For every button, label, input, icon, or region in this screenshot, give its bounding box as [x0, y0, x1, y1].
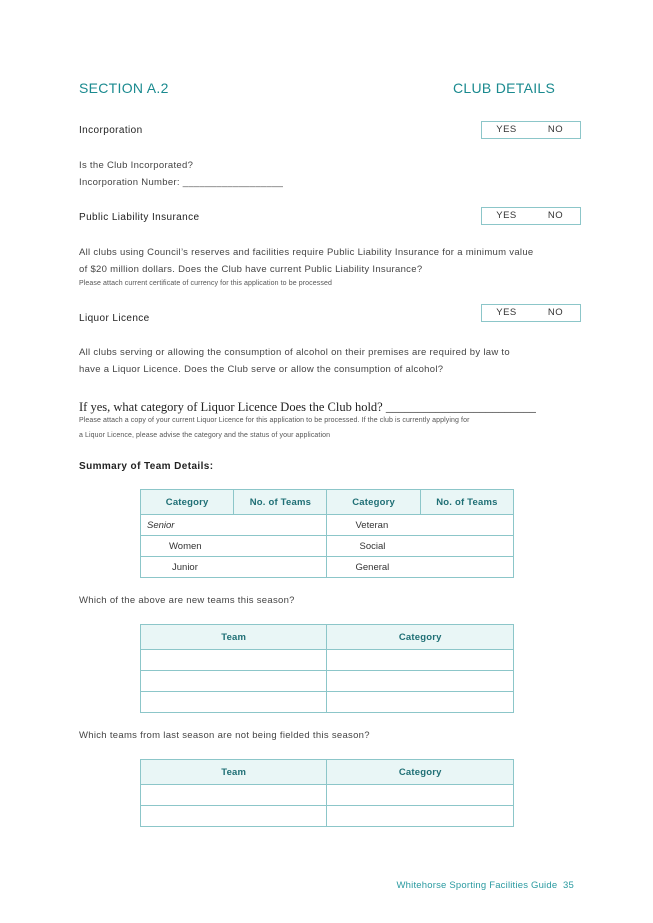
section-label: SECTION A.2	[79, 80, 169, 96]
incorporation-number-field[interactable]: Incorporation Number: __________________	[79, 177, 284, 188]
old-teams-question: Which teams from last season are not being fielded this season?	[79, 730, 370, 741]
category-cell[interactable]: General	[327, 557, 514, 578]
no-option[interactable]: NO	[547, 124, 564, 135]
category-cell[interactable]: Social	[327, 536, 514, 557]
yes-option[interactable]: YES	[496, 307, 517, 318]
category-cell[interactable]	[327, 692, 514, 713]
team-cell[interactable]	[141, 785, 327, 806]
category-cell[interactable]: Women	[141, 536, 327, 557]
summary-table	[140, 489, 514, 578]
table-row	[141, 515, 514, 536]
column-header: Category	[141, 490, 234, 515]
table-row	[141, 536, 514, 557]
category-cell[interactable]: Veteran	[327, 515, 514, 536]
category-cell[interactable]	[327, 671, 514, 692]
liquor-category-question[interactable]: If yes, what category of Liquor Licence Does the Club hold? ________________________	[79, 400, 536, 414]
footer-text: Whitehorse Sporting Facilities Guide	[396, 880, 558, 891]
column-header: Team	[141, 760, 327, 785]
new-teams-question: Which of the above are new teams this season?	[79, 595, 295, 606]
insurance-heading: Public Liability Insurance	[79, 212, 200, 223]
column-header: Category	[327, 490, 420, 515]
no-option[interactable]: NO	[547, 307, 564, 318]
page-title: CLUB DETAILS	[453, 80, 556, 96]
summary-heading: Summary of Team Details:	[79, 461, 214, 472]
liquor-yes-no[interactable]	[481, 304, 581, 322]
yes-option[interactable]: YES	[496, 124, 517, 135]
page-number: 35	[563, 880, 574, 891]
liquor-note-line1: Please attach a copy of your current Liquor Licence for this application to be processed. If the club is currently applying for	[79, 417, 470, 424]
category-cell[interactable]	[327, 785, 514, 806]
column-header: No. of Teams	[420, 490, 513, 515]
insurance-yes-no[interactable]	[481, 207, 581, 225]
incorporation-yes-no[interactable]	[481, 121, 581, 139]
table-row	[141, 785, 514, 806]
table-header-row	[141, 490, 514, 515]
table-row	[141, 806, 514, 827]
column-header: Category	[327, 760, 514, 785]
column-header: Category	[327, 625, 514, 650]
table-row	[141, 557, 514, 578]
new-teams-table	[140, 624, 514, 713]
insurance-text-line2: of $20 million dollars. Does the Club have current Public Liability Insurance?	[79, 264, 423, 275]
table-row	[141, 692, 514, 713]
no-option[interactable]: NO	[547, 210, 564, 221]
category-cell[interactable]	[327, 650, 514, 671]
category-cell[interactable]: Senior	[141, 515, 327, 536]
column-header: Team	[141, 625, 327, 650]
incorporation-heading: Incorporation	[79, 125, 143, 136]
team-cell[interactable]	[141, 671, 327, 692]
yes-option[interactable]: YES	[496, 210, 517, 221]
table-row	[141, 671, 514, 692]
insurance-note: Please attach current certificate of currency for this application to be processed	[79, 280, 332, 287]
team-cell[interactable]	[141, 806, 327, 827]
category-cell[interactable]	[327, 806, 514, 827]
table-row	[141, 650, 514, 671]
old-teams-table	[140, 759, 514, 827]
incorporation-question: Is the Club Incorporated?	[79, 160, 194, 171]
liquor-text-line2: have a Liquor Licence. Does the Club serve or allow the consumption of alcohol?	[79, 364, 444, 375]
category-cell[interactable]: Junior	[141, 557, 327, 578]
liquor-text-line1: All clubs serving or allowing the consumption of alcohol on their premises are required by law to	[79, 347, 510, 358]
table-header-row	[141, 760, 514, 785]
team-cell[interactable]	[141, 650, 327, 671]
liquor-heading: Liquor Licence	[79, 313, 150, 324]
page-footer	[396, 880, 574, 891]
team-cell[interactable]	[141, 692, 327, 713]
table-header-row	[141, 625, 514, 650]
insurance-text-line1: All clubs using Council’s reserves and facilities require Public Liability Insurance for a minimum value	[79, 247, 534, 258]
column-header: No. of Teams	[234, 490, 327, 515]
liquor-note-line2: a Liquor Licence, please advise the category and the status of your application	[79, 432, 331, 439]
